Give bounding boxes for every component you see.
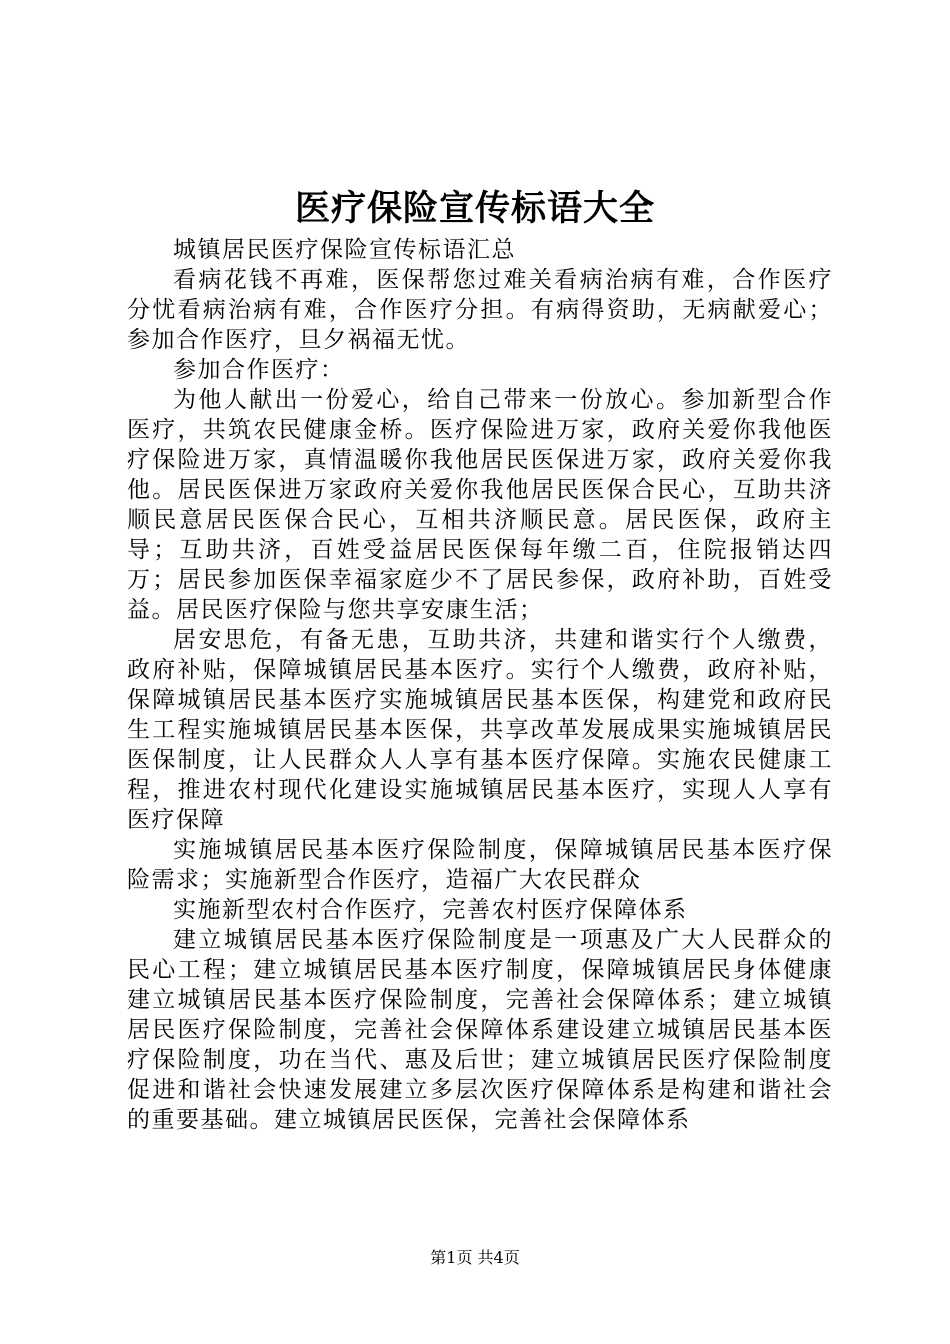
page-footer: 第1页 共4页: [430, 1248, 520, 1267]
document-title: 医疗保险宣传标语大全: [294, 188, 655, 229]
paragraph: 实施城镇居民基本医疗保险制度，保障城镇居民基本医疗保险需求；实施新型合作医疗，造福广大农民群众: [127, 837, 833, 893]
paragraph: 为他人献出一份爱心，给自己带来一份放心。参加新型合作医疗，共筑农民健康金桥。医疗保险进万家，政府关爱你我他医疗保险进万家，真情温暖你我他居民医保进万家，政府关爱你我他。居民医保进万家政府关爱你我他居民医保合民心，互助共济顺民意居民医保合民心，互相共济顺民意。居民医保，政府主导；互助共济，百姓受益居民医保每年缴二百，住院报销达四万；居民参加医保幸福家庭少不了居民参保，政府补助，百姓受益。居民医疗保险与您共享安康生活；: [127, 387, 833, 623]
paragraph: 看病花钱不再难，医保帮您过难关看病治病有难，合作医疗分忧看病治病有难，合作医疗分担。有病得资助，无病献爱心；参加合作医疗，旦夕祸福无忧。: [127, 267, 833, 353]
document-body: [127, 235, 833, 1135]
paragraph: 居安思危，有备无患，互助共济，共建和谐实行个人缴费，政府补贴，保障城镇居民基本医疗。实行个人缴费，政府补贴，保障城镇居民基本医疗实施城镇居民基本医保，构建党和政府民生工程实施城镇居民基本医保，共享改革发展成果实施城镇居民医保制度，让人民群众人人享有基本医疗保障。实施农民健康工程，推进农村现代化建设实施城镇居民基本医疗，实现人人享有医疗保障: [127, 627, 833, 833]
paragraph: 实施新型农村合作医疗，完善农村医疗保障体系: [173, 897, 688, 923]
paragraph: 城镇居民医疗保险宣传标语汇总: [173, 237, 516, 263]
paragraph: 建立城镇居民基本医疗保险制度是一项惠及广大人民群众的民心工程；建立城镇居民基本医疗制度，保障城镇居民身体健康建立城镇居民基本医疗保险制度，完善社会保障体系；建立城镇居民医疗保险制度，完善社会保障体系建设建立城镇居民基本医疗保险制度，功在当代、惠及后世；建立城镇居民医疗保险制度促进和谐社会快速发展建立多层次医疗保障体系是构建和谐社会的重要基础。建立城镇居民医保，完善社会保障体系: [127, 927, 833, 1133]
paragraph: 参加合作医疗：: [173, 357, 345, 383]
